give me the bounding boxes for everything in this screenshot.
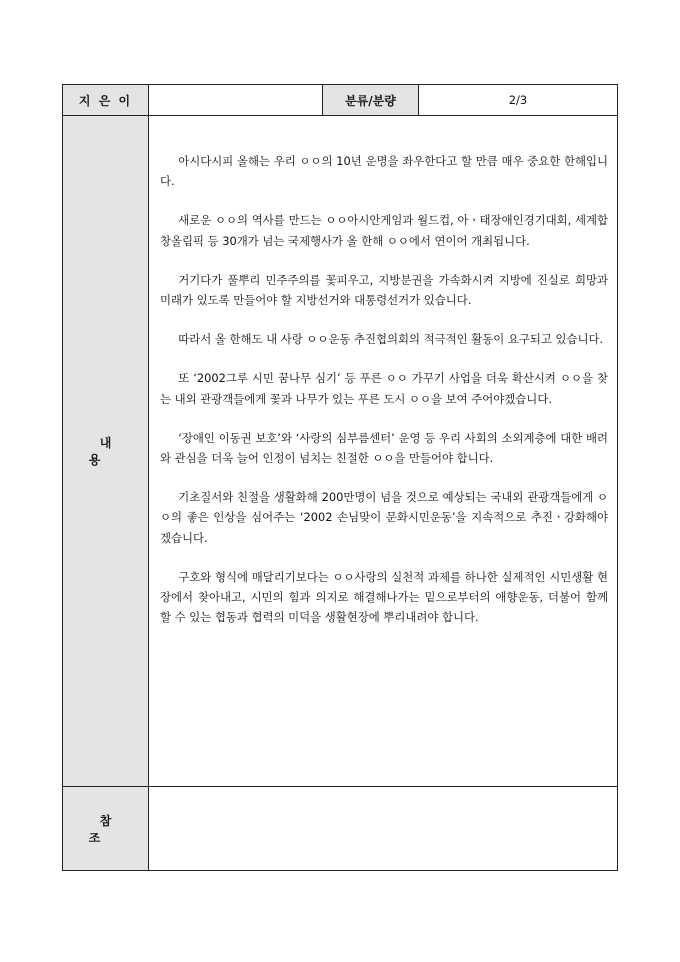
content-cell [149, 116, 618, 787]
paragraph: 구호와 형식에 매달리기보다는 ㅇㅇ사랑의 실천적 과제를 하나한 실제적인 시민생활 현장에서 찾아내고, 시민의 힘과 의지로 해결해나가는 밑으로부터의 애향운동, 더불어 함께 할 수 있는 협동과 협력의 미덕을 생활현장에 뿌리내려야 합니다. [160, 569, 608, 625]
header-row [63, 85, 618, 116]
form-table [62, 84, 618, 871]
paragraph: ‘장애인 이동권 보호’와 ‘사랑의 심부름센터’ 운영 등 우리 사회의 소외계층에 대한 배려와 관심을 더욱 늘어 인정이 넘치는 친절한 ㅇㅇ을 만들어야 합니다. [160, 430, 608, 466]
document-sheet [62, 84, 617, 871]
reference-row [63, 787, 618, 871]
reference-label [63, 787, 149, 871]
author-value [149, 85, 323, 116]
content-label-text: 내 용 [88, 436, 134, 467]
content-row [63, 116, 618, 787]
reference-label-text: 참 조 [88, 813, 134, 845]
content-body [149, 116, 617, 627]
category-label: 분류/분량 [323, 85, 419, 116]
reference-value [149, 787, 618, 871]
paragraph: 거기다가 풀뿌리 민주주의를 꽃피우고, 지방분권을 가속화시켜 지방에 진실로 희망과 미래가 있도록 만들어야 할 지방선거와 대통령선거가 있습니다. [160, 272, 608, 308]
author-label: 지 은 이 [63, 85, 149, 116]
paragraph: 또 ‘2002그루 시민 꿈나무 심기’ 등 푸른 ㅇㅇ 가꾸기 사업을 더욱 확산시켜 ㅇㅇ을 찾는 내외 관광객들에게 꽃과 나무가 있는 푸른 도시 ㅇㅇ을 보여 주어야겠습니다. [160, 371, 608, 406]
paragraph: 새로운 ㅇㅇ의 역사를 만드는 ㅇㅇ아시안게임과 월드컵, 아ㆍ태장애인경기대회, 세계합창올림픽 등 30개가 넘는 국제행사가 올 한해 ㅇㅇ에서 연이어 개최됩니다. [160, 213, 608, 248]
paragraph: 기초질서와 친절을 생활화해 200만명이 넘을 것으로 예상되는 국내외 관광객들에게 ㅇㅇ의 좋은 인상을 심어주는 ‘2002 손님맞이 문화시민운동’을 지속적으로 추진ㆍ강화해야겠습니다. [160, 490, 608, 545]
paragraph: 따라서 올 한해도 내 사랑 ㅇㅇ운동 추진협의회의 적극적인 활동이 요구되고 있습니다. [178, 332, 604, 347]
content-label [63, 116, 149, 787]
category-value: 2/3 [419, 85, 618, 116]
paragraph: 아시다시피 올해는 우리 ㅇㅇ의 10년 운명을 좌우한다고 할 만큼 매우 중요한 한해입니다. [160, 154, 608, 189]
